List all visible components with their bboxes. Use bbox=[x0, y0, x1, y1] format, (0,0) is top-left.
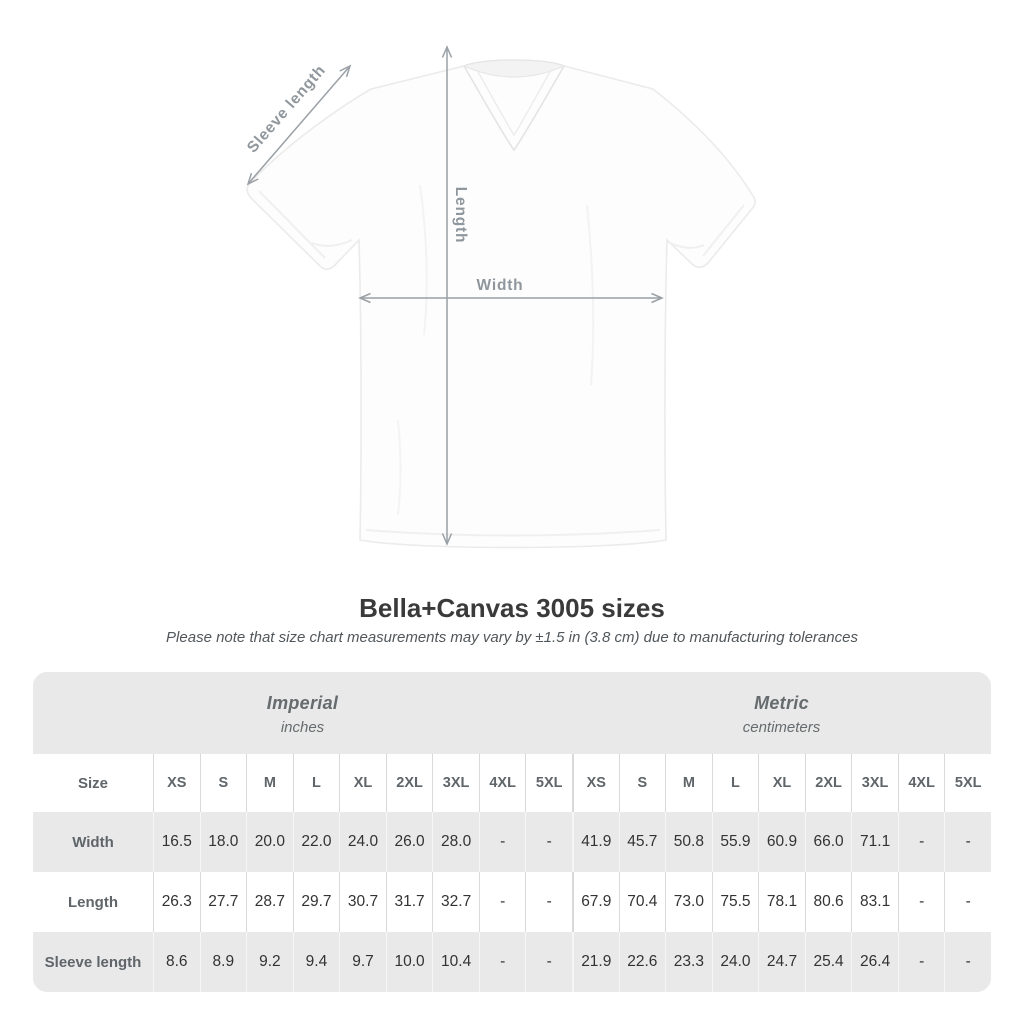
value-cell: 22.0 bbox=[293, 812, 340, 872]
value-cell: 75.5 bbox=[712, 872, 759, 932]
size-header-cell: XS bbox=[153, 754, 200, 812]
value-cell: - bbox=[525, 932, 572, 992]
size-header-row bbox=[33, 754, 991, 812]
size-header-cell: S bbox=[200, 754, 247, 812]
value-cell: 45.7 bbox=[619, 812, 666, 872]
row-label: Width bbox=[72, 833, 114, 851]
value-cell: 10.0 bbox=[386, 932, 433, 992]
metric-label: Metric bbox=[754, 692, 809, 713]
value-cell: - bbox=[898, 812, 945, 872]
value-cell: 66.0 bbox=[805, 812, 852, 872]
size-table bbox=[33, 672, 991, 992]
table-row-length bbox=[33, 872, 991, 932]
value-cell: 26.0 bbox=[386, 812, 433, 872]
imperial-group-header bbox=[33, 672, 572, 754]
value-cell: 83.1 bbox=[851, 872, 898, 932]
value-cell: 27.7 bbox=[200, 872, 247, 932]
size-header-cell: L bbox=[712, 754, 759, 812]
value-cell: 20.0 bbox=[246, 812, 293, 872]
page-title: Bella+Canvas 3005 sizes bbox=[359, 593, 665, 623]
value-cell: 50.8 bbox=[665, 812, 712, 872]
size-header-cell: M bbox=[246, 754, 293, 812]
table-row-sleeve-length bbox=[33, 932, 991, 992]
value-cell: - bbox=[479, 932, 526, 992]
value-cell: 28.0 bbox=[432, 812, 479, 872]
size-header-cell: XL bbox=[758, 754, 805, 812]
size-header-cell: 4XL bbox=[479, 754, 526, 812]
metric-group-header bbox=[572, 672, 991, 754]
value-cell: 24.0 bbox=[339, 812, 386, 872]
value-cell: 25.4 bbox=[805, 932, 852, 992]
page-subtitle: Please note that size chart measurements may vary by ±1.5 in (3.8 cm) due to manufacturing tolerances bbox=[166, 629, 858, 646]
value-cell: 32.7 bbox=[432, 872, 479, 932]
length-label: Length bbox=[452, 186, 469, 244]
imperial-label: Imperial bbox=[266, 692, 339, 713]
size-header-cell: 3XL bbox=[851, 754, 898, 812]
value-cell: 30.7 bbox=[339, 872, 386, 932]
value-cell: 29.7 bbox=[293, 872, 340, 932]
value-cell: 21.9 bbox=[572, 932, 619, 992]
value-cell: 70.4 bbox=[619, 872, 666, 932]
value-cell: 22.6 bbox=[619, 932, 666, 992]
size-header-cell: 4XL bbox=[898, 754, 945, 812]
value-cell: 9.4 bbox=[293, 932, 340, 992]
size-header-cell: XL bbox=[339, 754, 386, 812]
value-cell: 31.7 bbox=[386, 872, 433, 932]
value-cell: 80.6 bbox=[805, 872, 852, 932]
table-row-width bbox=[33, 812, 991, 872]
width-label: Width bbox=[476, 277, 524, 294]
value-cell: 9.7 bbox=[339, 932, 386, 992]
size-header-cell: S bbox=[619, 754, 666, 812]
imperial-unit-label: inches bbox=[280, 718, 325, 736]
value-cell: 60.9 bbox=[758, 812, 805, 872]
value-cell: 26.3 bbox=[153, 872, 200, 932]
size-header-cell: 3XL bbox=[432, 754, 479, 812]
tshirt-image bbox=[247, 60, 755, 548]
unit-band bbox=[33, 672, 991, 754]
size-header-cell: 2XL bbox=[386, 754, 433, 812]
value-cell: 26.4 bbox=[851, 932, 898, 992]
value-cell: - bbox=[479, 872, 526, 932]
value-cell: 41.9 bbox=[572, 812, 619, 872]
value-cell: 18.0 bbox=[200, 812, 247, 872]
value-cell: 73.0 bbox=[665, 872, 712, 932]
value-cell: 24.0 bbox=[712, 932, 759, 992]
size-header-cell: L bbox=[293, 754, 340, 812]
sleeve-length-label: Sleeve length bbox=[243, 61, 330, 157]
value-cell: 9.2 bbox=[246, 932, 293, 992]
size-header-cell: XS bbox=[572, 754, 619, 812]
size-header-cell: 5XL bbox=[525, 754, 572, 812]
size-header-cell: 5XL bbox=[944, 754, 991, 812]
value-cell: - bbox=[525, 872, 572, 932]
value-cell: - bbox=[898, 932, 945, 992]
value-cell: 78.1 bbox=[758, 872, 805, 932]
row-label: Length bbox=[68, 893, 118, 911]
value-cell: 55.9 bbox=[712, 812, 759, 872]
value-cell: - bbox=[898, 872, 945, 932]
value-cell: 16.5 bbox=[153, 812, 200, 872]
value-cell: 28.7 bbox=[246, 872, 293, 932]
value-cell: 67.9 bbox=[572, 872, 619, 932]
value-cell: - bbox=[944, 932, 991, 992]
value-cell: 10.4 bbox=[432, 932, 479, 992]
size-col-header: Size bbox=[77, 774, 108, 792]
heading-block bbox=[0, 592, 1024, 648]
value-cell: 8.9 bbox=[200, 932, 247, 992]
row-label: Sleeve length bbox=[44, 953, 142, 971]
value-cell: - bbox=[944, 812, 991, 872]
value-cell: - bbox=[944, 872, 991, 932]
size-header-cell: M bbox=[665, 754, 712, 812]
size-header-cell: 2XL bbox=[805, 754, 852, 812]
metric-unit-label: centimeters bbox=[742, 718, 821, 736]
value-cell: - bbox=[525, 812, 572, 872]
value-cell: 24.7 bbox=[758, 932, 805, 992]
value-cell: 71.1 bbox=[851, 812, 898, 872]
value-cell: - bbox=[479, 812, 526, 872]
value-cell: 8.6 bbox=[153, 932, 200, 992]
value-cell: 23.3 bbox=[665, 932, 712, 992]
